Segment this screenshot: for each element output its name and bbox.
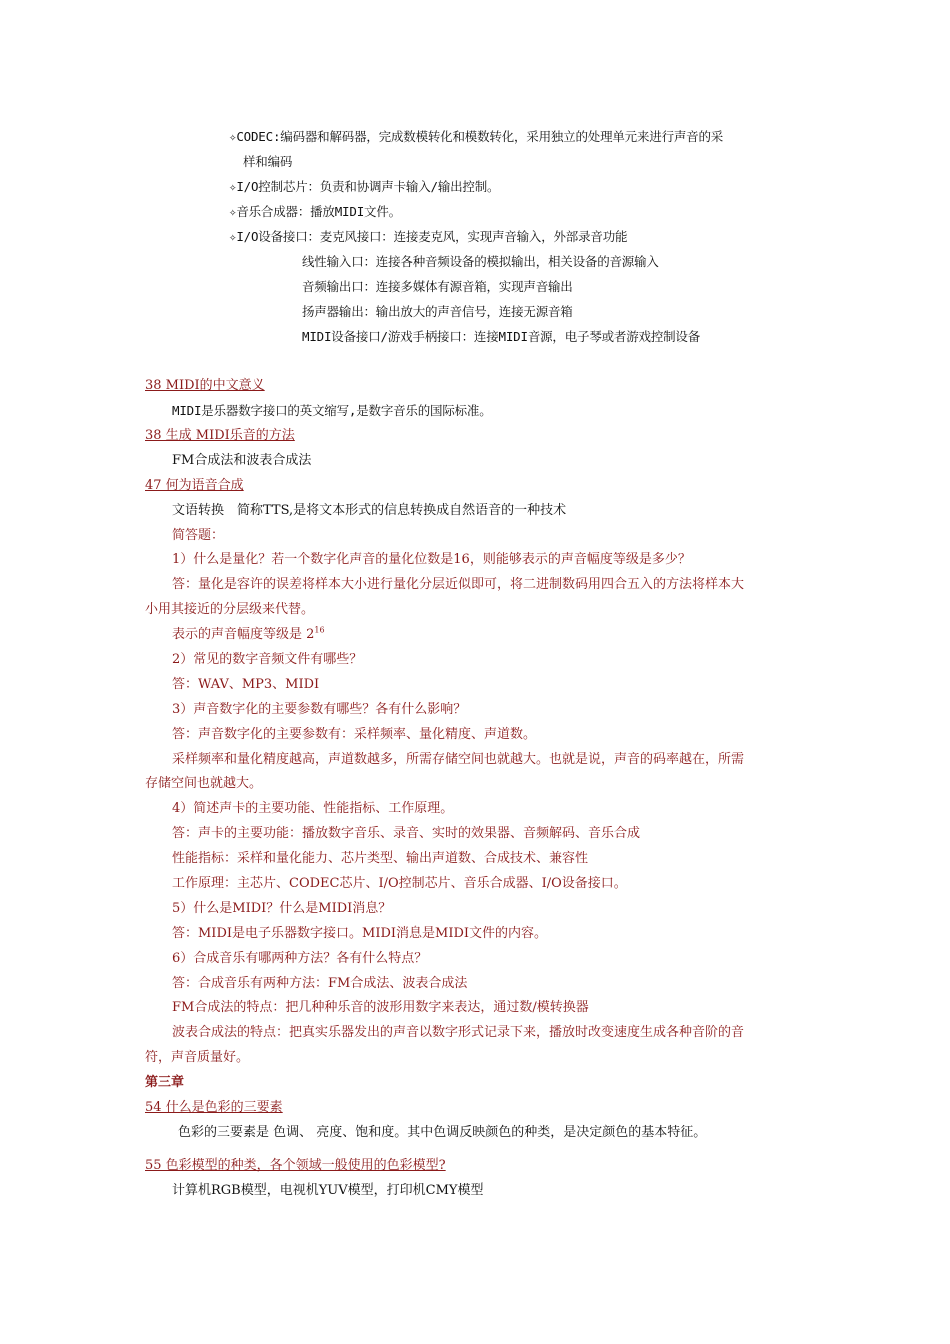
- answer-2: 答：WAV、MP3、MIDI: [172, 677, 320, 692]
- answer-3-line-1: 答：声音数字化的主要参数有：采样频率、量化精度、声道数。: [172, 727, 537, 742]
- question-5: 5）什么是MIDI？什么是MIDI消息？: [172, 901, 392, 916]
- music-synthesizer: ✧音乐合成器：播放MIDI文件。: [229, 204, 401, 219]
- midi-port: MIDI设备接口/游戏手柄接口：连接MIDI音源，电子琴或者游戏控制设备: [302, 329, 701, 344]
- answer-1-text: 表示的声音幅度等级是 2: [172, 627, 315, 642]
- answer-3-line-3: 存储空间也就越大。: [145, 776, 263, 791]
- section-38-generate-heading: 38 生成 MIDI乐音的方法: [145, 428, 295, 443]
- section-55-body: 计算机RGB模型，电视机YUV模型，打印机CMY模型: [172, 1183, 484, 1198]
- section-54-body: 色彩的三要素是 色调、 亮度、饱和度。其中色调反映颜色的种类，是决定颜色的基本特征。: [178, 1125, 707, 1140]
- section-47-heading: 47 何为语音合成: [145, 478, 244, 493]
- codec-line-2: 样和编码: [243, 154, 293, 169]
- question-2: 2）常见的数字音频文件有哪些？: [172, 652, 363, 667]
- answer-1-line-1: 答：量化是容许的误差将样本大小进行量化分层近似即可，将二进制数码用四合五入的方法将样本大: [172, 577, 745, 592]
- question-3: 3）声音数字化的主要参数有哪些？各有什么影响？: [172, 702, 467, 717]
- answer-4-line-2: 性能指标：采样和量化能力、芯片类型、输出声道数、合成技术、兼容性: [172, 851, 589, 866]
- audio-out-port: 音频输出口：连接多媒体有源音箱，实现声音输出: [302, 279, 573, 294]
- answer-4-line-1: 答：声卡的主要功能：播放数字音乐、录音、实时的效果器、音频解码、音乐合成: [172, 826, 641, 841]
- answer-1-exponent: 16: [314, 625, 325, 635]
- answer-4-line-3: 工作原理：主芯片、CODEC芯片、I/O控制芯片、音乐合成器、I/O设备接口。: [172, 876, 627, 891]
- chapter-3-heading: 第三章: [145, 1075, 185, 1090]
- answer-6-line-3: 波表合成法的特点：把真实乐器发出的声音以数字形式记录下来，播放时改变速度生成各种音阶的音: [172, 1025, 745, 1040]
- answer-6-line-1: 答：合成音乐有两种方法：FM合成法、波表合成法: [172, 976, 468, 991]
- speaker-out: 扬声器输出：输出放大的声音信号，连接无源音箱: [302, 304, 573, 319]
- section-54-heading: 54 什么是色彩的三要素: [145, 1100, 283, 1115]
- section-38-midi-body: MIDI是乐器数字接口的英文缩写,是数字音乐的国际标准。: [172, 403, 492, 418]
- section-38-midi-heading: 38 MIDI的中文意义: [145, 378, 265, 393]
- question-6: 6）合成音乐有哪两种方法？各有什么特点？: [172, 951, 428, 966]
- io-device-port: ✧I/O设备接口：麦克风接口：连接麦克风，实现声音输入，外部录音功能: [229, 229, 628, 244]
- codec-line-1: ✧CODEC:编码器和解码器，完成数模转化和模数转化，采用独立的处理单元来进行声音的采: [229, 129, 724, 144]
- question-1: 1）什么是量化？若一个数字化声音的量化位数是16，则能够表示的声音幅度等级是多少？: [172, 552, 691, 567]
- io-control-chip: ✧I/O控制芯片：负责和协调声卡输入/输出控制。: [229, 179, 500, 194]
- section-38-generate-body: FM合成法和波表合成法: [172, 453, 312, 468]
- answer-1-line-3: [172, 626, 325, 644]
- section-47-body: 文语转换 简称TTS,是将文本形式的信息转换成自然语音的一种技术: [172, 503, 567, 518]
- answer-5: 答：MIDI是电子乐器数字接口。MIDI消息是MIDI文件的内容。: [172, 926, 548, 941]
- qa-label: 简答题：: [172, 528, 225, 543]
- answer-3-line-2: 采样频率和量化精度越高，声道数越多，所需存储空间也就越大。也就是说，声音的码率越在，所需: [172, 752, 745, 767]
- answer-6-line-4: 符，声音质量好。: [145, 1050, 250, 1065]
- section-55-heading: 55 色彩模型的种类，各个领域一般使用的色彩模型?: [145, 1158, 446, 1173]
- question-4: 4）简述声卡的主要功能、性能指标、工作原理。: [172, 801, 454, 816]
- line-in-port: 线性输入口：连接各种音频设备的模拟输出，相关设备的音源输入: [302, 254, 659, 269]
- answer-6-line-2: FM合成法的特点：把几种种乐音的波形用数字来表达，通过数/模转换器: [172, 1000, 589, 1015]
- answer-1-line-2: 小用其接近的分层级来代替。: [145, 602, 315, 617]
